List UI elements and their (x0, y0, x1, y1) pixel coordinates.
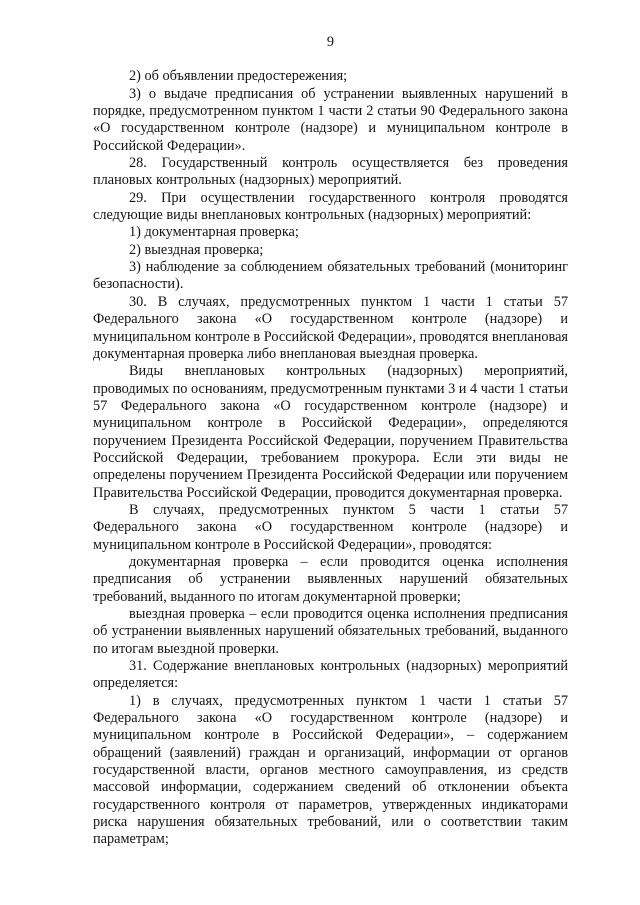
list-item-field-check: 2) выездная проверка; (129, 241, 264, 258)
paragraph-31: 31. Содержание внеплановых контрольных (надзорных) мероприятий определяется: (93, 658, 568, 692)
paragraph-30: 30. В случаях, предусмотренных пунктом 1 части 1 статьи 57 Федерального закона «О государственном контроле (надзоре) и муниципальном контроле в Российской Федерации», проводятся внеплановая документарная проверка либо внеплановая выездная проверка. (93, 293, 568, 362)
list-item-warning: 2) об объявлении предостережения; (129, 68, 348, 85)
paragraph-field-check: выездная проверка – если проводится оценка исполнения предписания об устранении выявленных нарушений обязательных требований, выданного по итогам выездной проверки. (93, 606, 568, 657)
list-item-monitoring: 3) наблюдение за соблюдением обязательных требований (мониторинг безопасности). (93, 259, 568, 293)
page-number: 9 (326, 34, 335, 50)
paragraph-case-point-5: В случаях, предусмотренных пунктом 5 части 1 статьи 57 Федерального закона «О государственном контроле (надзоре) и муниципальном контроле в Российской Федерации», проводятся: (93, 501, 568, 553)
list-item-point-1-content: 1) в случаях, предусмотренных пунктом 1 части 1 статьи 57 Федерального закона «О государственном контроле (надзоре) и муниципальном контроле в Российской Федерации», – содержанием обращений (заявлений) граждан и организаций, информации от органов государственной власти, органов местного самоуправления, из средств массовой информации, содержанием сведений об отклонении объекта государственного контроля от параметров, утвержденных индикаторами риска нарушения обязательных требований, или о соответствии таким параметрам; (93, 692, 568, 848)
paragraph-unscheduled-types: Виды внеплановых контрольных (надзорных) мероприятий, проводимых по основаниям, предусмотренным пунктами 3 и 4 части 1 статьи 57 Федерального закона «О государственном контроле (надзоре) и муниципальном контроле в Российской Федерации», определяются поручением Президента Российской Федерации, поручением Правительства Российской Федерации, требованием прокурора. Если эти виды не определены поручением Президента Российской Федерации или поручением Правительства Российской Федерации, проводится документарная проверка. (93, 363, 568, 501)
paragraph-28: 28. Государственный контроль осуществляется без проведения плановых контрольных (надзорных) мероприятий. (93, 155, 568, 189)
paragraph-documentary-check: документарная проверка – если проводится оценка исполнения предписания об устранении выявленных нарушений обязательных требований, выданного по итогам документарной проверки; (93, 553, 568, 605)
list-item-documentary-check: 1) документарная проверка; (129, 224, 299, 241)
paragraph-29: 29. При осуществлении государственного контроля проводятся следующие виды внеплановых контрольных (надзорных) мероприятий: (93, 189, 568, 224)
list-item-order: 3) о выдаче предписания об устранении выявленных нарушений в порядке, предусмотренном пунктом 1 части 2 статьи 90 Федерального закона «О государственном контроле (надзоре) и муниципальном контроле в Российской Федерации». (93, 85, 568, 154)
